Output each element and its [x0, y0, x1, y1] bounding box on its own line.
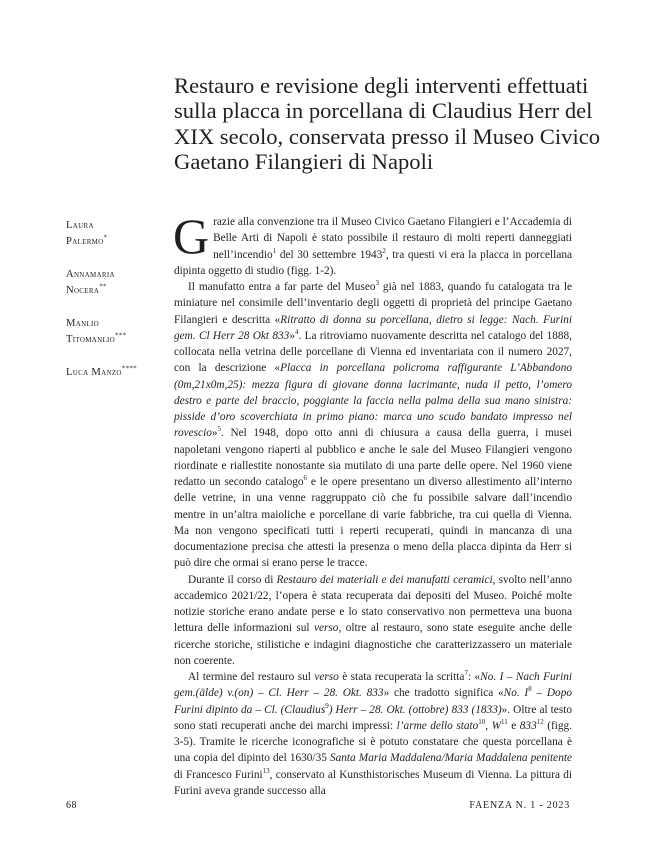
author-affiliation-mark: ****: [121, 364, 137, 373]
footnote-ref: 2: [382, 246, 386, 255]
drop-cap: G: [173, 208, 210, 264]
footnote-ref: 12: [536, 717, 544, 726]
paragraph-3: Durante il corso di Restauro dei materiali e dei manufatti ceramici, svolto nell’anno accademico 2021/22, l’opera è stata recuperata dai depositi del Museo. Poiché molte notizie storiche erano andate perse e lo stato conservativo non permetteva una buona lettura delle informazioni sul verso, oltre al restauro, sono state eseguite anche delle ricerche storiche, stilistiche e indagini diagnostiche che caratterizzassero un materiale non coerente.: [174, 573, 573, 667]
author-last-name: Titomanlio***: [66, 331, 127, 345]
author-item: [66, 365, 171, 381]
journal-issue: FAENZA N. 1 - 2023: [469, 800, 570, 811]
footnote-ref: 8: [528, 685, 532, 694]
footnote-ref: 6: [303, 474, 308, 483]
page-number: 68: [66, 800, 77, 811]
article-title: Restauro e revisione degli interventi effettuati sulla placca in porcellana di Claudius Herr del XIX secolo, conservata presso il Museo Civico Gaetano Filangieri di Napoli: [174, 73, 601, 175]
author-affiliation-mark: *: [103, 233, 108, 242]
author-first-name: Laura: [66, 220, 94, 231]
paragraph-4: Al termine del restauro sul verso è stata recuperata la scritta$^7$: «No. I – Nach Furini gem.(älde) v.(on) – Cl. Herr – 28. Okt. 833» che tradotto significa «No. $I^8$ – Dopo Furini dipinto da – Cl. (Claudius$^9$) Herr – 28. Okt. (ottobre) 833 (1833)». Oltre al testo sono stati recuperati anche dei marchi impressi: l’arme dello stato$^{10}$, $W^{11}$ e $833^{12}$ (figg. 3-5). Tramite le ricerche iconografiche si è potuto constatare che questa porcellana è una copia del dipinto del 1630/35 Santa Maria Maddalena/Maria Maddalena penitente di Francesco Furini$^{13}$, conservato al Kunsthistorisches Museum di Vienna. La pittura di Furini aveva grande successo alla: [174, 669, 572, 797]
footnote-ref: 5: [217, 425, 222, 434]
paragraph-2: Il manufatto entra a far parte del Museo$^3$ già nel 1883, quando fu catalogata tra le miniature nel consimile dell’inventario degli oggetti di proprietà del principe Gaetano Filangieri e descritta «Ritratto di donna su porcellana, dietro si legge: Nach. Furini gem. Cl Herr 28 Okt 833»$^4$. La ritroviamo nuovamente descritta nel catalogo del 1888, collocata nella vetrina delle porcellane di Vienna ed inventariata con il numero 2027, con la descrizione «Placca in porcellana policroma raffigurante L’Abbandono (0m,21x0m,25): mezza figura di giovane donna lacrimante, nuda il petto, l’omero destro e parte del braccio, poggiante la faccia nella palma della sua mano sinistra: pisside d’oro scoverchiata in primo piano: marca uno scudo bandato impresso nel rovescio»$^5$. Nel 1948, dopo otto anni di chiusura a causa della guerra, i musei napoletani vengono riaperti al pubblico e anche le sale del Museo Filangieri vengono riordinate e riallestite nonostante sia mutilato di una parte delle opere. Nel 1960 viene redatto un secondo catalogo$^6$ e le opere presentano un diverso allestimento all’interno delle vetrine, in una venne raggruppato ciò che fu possibile salvare dall’incendio mentre in un’altra maioliche e porcellane di varie fabbriche, tra cui quella di Vienna. Ma non vengono specificati tutti i reperti recuperati, quindi in mancanza di una documentazione precisa che attesti la presenza o meno della placca dipinta da Herr si può dire che ormai si erano perse le tracce.: [174, 279, 572, 570]
author-item: [66, 316, 171, 348]
footnote-ref: 9: [325, 701, 329, 710]
author-list: [66, 218, 171, 398]
author-first-name: Manlio: [66, 318, 99, 329]
footnote-ref: 7: [464, 669, 468, 678]
paragraph-1: Grazie alla convenzione tra il Museo Civico Gaetano Filangieri e l’Accademia di Belle Arti di Napoli è stato possibile il restauro di molti reperti danneggiati nell’incendio$^1$ del 30 settembre 1943$^2$, tra questi vi era la placca in porcellana dipinta oggetto di studio (figg. 1-2).: [173, 208, 572, 277]
author-full-name: Luca Manzo****: [66, 364, 137, 378]
author-first-name: Annamaria: [66, 269, 115, 280]
author-affiliation-mark: **: [99, 282, 107, 291]
author-last-name: Palermo*: [66, 233, 108, 247]
footnote-ref: 10: [478, 717, 486, 726]
footnote-ref: 11: [501, 717, 508, 726]
footnote-ref: 4: [294, 327, 299, 336]
article-body: [173, 208, 573, 799]
author-item: [66, 267, 171, 299]
author-item: [66, 218, 171, 250]
author-last-name: Nocera**: [66, 282, 107, 296]
author-affiliation-mark: ***: [115, 331, 127, 340]
footnote-ref: 13: [262, 766, 270, 775]
footnote-ref: 1: [272, 246, 277, 255]
footnote-ref: 3: [375, 279, 379, 288]
